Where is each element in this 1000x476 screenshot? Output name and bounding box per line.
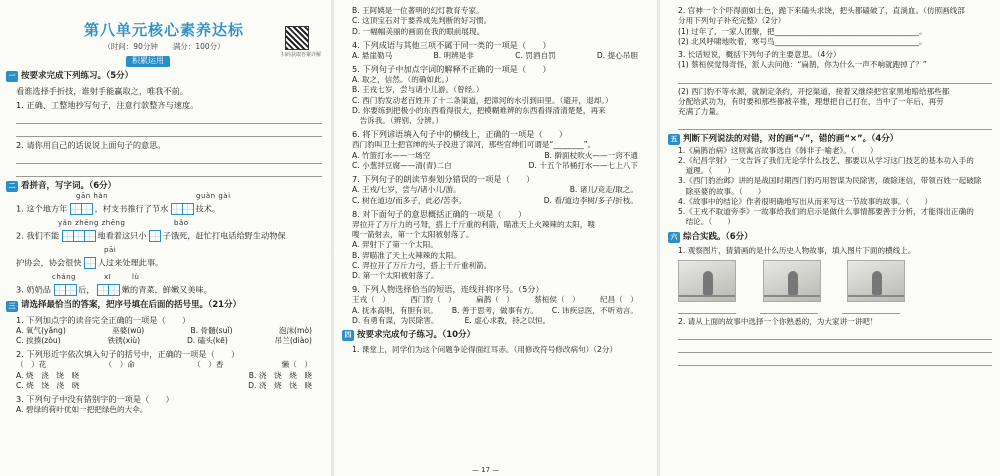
fill-text: 护协会，协会很快 xyxy=(16,257,82,268)
question-text: 嗖一箭射去，第一个太阳被射落了。 xyxy=(352,230,474,240)
section-title: 看拼音，写字词。（6分） xyxy=(21,180,117,191)
option[interactable]: D. 磕头(kē) xyxy=(186,336,228,346)
story-illustration-2 xyxy=(763,260,821,302)
blank[interactable]: 懒（ ） xyxy=(281,360,312,370)
fill-text: 2. 我们不能 xyxy=(16,230,60,241)
question: 7. 下列句子的朗读节奏划分错误的一项是（ ） xyxy=(352,174,535,185)
options-row xyxy=(342,151,648,161)
answer-line[interactable] xyxy=(678,330,992,340)
answer-line[interactable] xyxy=(842,308,900,314)
char-grid[interactable] xyxy=(62,230,95,242)
names-row xyxy=(342,295,648,305)
question: 分用下列句子补充完整）（2分） xyxy=(678,16,786,26)
section-title: 综合实践。（6分） xyxy=(683,231,753,242)
question: 2. 官神一个个吓得面如土色，跪下来磕头求饶，把头都磕破了，直淌血。（仿照画线部 xyxy=(678,6,965,15)
left-column xyxy=(0,0,328,476)
page-fold xyxy=(657,0,660,476)
pinyin: pāi xyxy=(104,246,117,255)
options-row xyxy=(342,185,648,195)
page-fold xyxy=(331,0,334,476)
answer-line[interactable] xyxy=(678,356,992,366)
blank[interactable]: （ ）花 xyxy=(16,360,47,370)
fill-text: 地看着这只小 xyxy=(97,230,147,241)
option[interactable]: A. 抚本高明，有胆有识。 xyxy=(352,305,438,315)
option[interactable]: B. 明辨是非 xyxy=(433,50,474,60)
option[interactable]: A. 竹篮打水——一场空 xyxy=(352,150,431,160)
option[interactable]: B. 擀面杖吹火——一窍不通 xyxy=(544,150,638,160)
section-title: 按要求完成下列练习。（5分） xyxy=(21,71,134,82)
judge-item[interactable]: 2.《纪昌学射》一文告诉了我们无论学什么技艺，都要以从学习这门技艺的基本功入手的 xyxy=(678,155,974,165)
pinyin: lù xyxy=(132,273,140,282)
judge-item[interactable]: 1.《扁鹊治病》这则寓言故事选自《韩非子·喻老》。（ ） xyxy=(678,145,878,155)
question-text: 西门豹叫卫士把官绅的头子投进了漳河，那些官绅们可谓是“________”。 xyxy=(352,140,596,150)
answer-line[interactable] xyxy=(16,167,322,177)
person-name[interactable]: 扁鹊（ ） xyxy=(476,295,514,305)
option[interactable]: A. 烧 浇 饶 晓 xyxy=(16,370,80,380)
section-6-heading xyxy=(668,232,992,243)
judge-item[interactable]: 道理。（ ） xyxy=(678,166,735,176)
section-number: 四 xyxy=(342,330,354,341)
pinyin: cháng xyxy=(52,273,76,282)
blank[interactable]: （ ）命 xyxy=(104,360,135,370)
page-number: — 17 — xyxy=(472,466,500,474)
pinyin: xī xyxy=(104,273,112,282)
option[interactable]: 巫婆(wū) xyxy=(112,325,145,335)
option[interactable]: B. 羿瞄准了天上火辣辣的太阳。 xyxy=(352,250,461,260)
char-grid[interactable] xyxy=(149,230,160,242)
person-name[interactable]: 蔡桓侯（ ） xyxy=(534,295,580,305)
pinyin-row xyxy=(6,273,322,284)
question: 8. 对下面句子的意思概括正确的一项是（ ） xyxy=(352,208,527,219)
option[interactable]: D. 提心吊胆 xyxy=(596,50,638,60)
options-row xyxy=(6,381,322,391)
question: 5. 下列句子中加点字词的解释不正确的一项是（ ） xyxy=(352,64,551,75)
option[interactable]: C. 烧 饶 浇 晓 xyxy=(16,380,80,390)
fill-line xyxy=(6,284,322,296)
answer-line[interactable] xyxy=(16,154,322,164)
options-row xyxy=(6,326,322,336)
question: 2. 请你用自己的话说说上面句子的意思。 xyxy=(16,139,166,150)
option[interactable]: C. 挨揍(zòu) xyxy=(16,336,61,346)
blank-row xyxy=(6,360,322,370)
answer-line[interactable] xyxy=(760,308,818,314)
option[interactable]: 告诉我。（辨别、分辨。） xyxy=(352,116,444,126)
option[interactable]: C. 羿拉开了万斤力弓，搭上千斤重利箭。 xyxy=(352,260,492,270)
options-row xyxy=(6,371,322,381)
person-name[interactable]: 王戎（ ） xyxy=(352,295,390,305)
option[interactable]: D. 看/道边李树/多子/折枝。 xyxy=(543,195,638,205)
fill-line xyxy=(6,203,322,215)
fill-text: 后， xyxy=(78,284,95,295)
exam-meta: （时间：90分钟 满分：100分） xyxy=(103,42,225,52)
question: 6. 将下列谚语填入句子中的横线上，正确的一项是（ ） xyxy=(352,129,568,140)
question: 2. 请从上面的故事中选择一个你熟悉的，为大家讲一讲吧！ xyxy=(678,316,878,326)
pinyin: gān hàn xyxy=(76,192,109,201)
char-grid[interactable] xyxy=(84,257,95,269)
section-title: 按要求完成句子练习。（10分） xyxy=(357,330,476,341)
pinyin-row xyxy=(6,192,322,203)
options-row xyxy=(6,336,322,346)
option[interactable]: 吊兰(diào) xyxy=(274,336,312,346)
fill-text: 3. 奶奶品 xyxy=(16,284,51,295)
page-title: 第八单元核心素养达标 xyxy=(83,21,244,39)
answer-line[interactable] xyxy=(678,308,736,314)
question: 3. 长话短说，概括下列句子的主要意思。（4分） xyxy=(678,50,841,59)
question: 1. 课堂上，同学们为这个问题争论得面红耳赤。（用修改符号修改病句）（2分） xyxy=(352,344,618,354)
pinyin: bǎo xyxy=(174,219,189,228)
option[interactable]: D. 你要练到把极小的东西看得很大，把模糊难辨的东西看得清清楚楚，再来 xyxy=(352,105,606,115)
right-column xyxy=(662,0,998,476)
qr-label: 扫码获取答案详解 xyxy=(281,52,322,58)
answer-line[interactable] xyxy=(678,343,992,353)
question: 9. 下列人物选择恰当的短语，连线并将序号。（5分） xyxy=(352,284,544,295)
story-illustration-1 xyxy=(678,260,736,302)
blank[interactable]: （ ）香 xyxy=(193,360,224,370)
option[interactable]: B. 王阿姨是一位著明的幻灯教育专家。 xyxy=(352,6,484,15)
section-number: 一 xyxy=(6,71,18,82)
option[interactable]: B. 骨髓(suǐ) xyxy=(190,325,233,335)
option[interactable]: B. 诸儿/竞走/取之。 xyxy=(569,185,638,195)
section-tag: 积累运用 xyxy=(126,56,170,67)
section-4-heading xyxy=(342,330,648,341)
section-title: 判断下列说法的对错，对的画“√”，错的画“×”。（4分） xyxy=(683,134,899,145)
option[interactable]: D. 第一个太阳被射落了。 xyxy=(352,271,439,281)
options-row xyxy=(342,196,648,206)
option[interactable]: D. 十五个吊桶打水——七上八下 xyxy=(528,160,638,170)
options-row xyxy=(342,51,648,61)
section-number: 五 xyxy=(668,134,680,145)
option[interactable]: A. 氧气(yǎng) xyxy=(16,325,66,335)
option[interactable]: D. 浇 烧 饶 晓 xyxy=(248,380,312,390)
option[interactable]: A. 王戎/七岁，尝与/诸小儿/游。 xyxy=(352,185,461,195)
question: 2. 下列形近字依次填入句子的括号中，正确的一项是（ ） xyxy=(16,349,240,360)
options-row xyxy=(342,306,648,316)
pinyin-row xyxy=(6,219,322,230)
option[interactable]: A. 羿射下了第一个太阳。 xyxy=(352,240,438,250)
question-text: 分配给武功为，有时要和那些都被辛推，理想把自己打在，当中了一年后，再劳 xyxy=(678,96,944,106)
option[interactable]: B. 善于思考，做事有方。 xyxy=(451,305,538,315)
option[interactable]: A. 碧绿的荷叶优如一把把绿色的大伞。 xyxy=(16,405,148,415)
fill-line xyxy=(6,230,322,242)
section-number: 六 xyxy=(668,232,680,243)
judge-item[interactable]: 3.《西门豹治邺》讲的是战国时期西门豹巧用智谋为民除害，破除迷信，带领百姓一起破除 xyxy=(678,176,982,186)
char-grid[interactable] xyxy=(54,284,76,296)
section-3-heading xyxy=(6,300,322,311)
answer-line[interactable] xyxy=(16,127,322,137)
qr-code-icon[interactable] xyxy=(285,26,309,50)
section-1-heading xyxy=(6,71,322,82)
fill-sentence[interactable]: (1) 过年了，一家人团聚，把______________________________________。 xyxy=(678,26,927,36)
section-number: 三 xyxy=(6,301,18,312)
section-number: 二 xyxy=(6,181,18,192)
options-row xyxy=(342,316,648,326)
option[interactable]: C. 树在道边/而多子，此必/苦李。 xyxy=(352,195,466,205)
option[interactable]: B. 王戎七岁，尝与诸小儿游。（曾经。） xyxy=(352,85,484,95)
story-illustration-3 xyxy=(847,260,905,302)
answer-line[interactable] xyxy=(678,74,992,84)
option[interactable]: C. 小葱拌豆腐——清(青)二白 xyxy=(352,160,452,170)
option[interactable]: E. 虚心求教，持之以恒。 xyxy=(464,315,551,325)
pinyin: yǎn zhēng zhēng xyxy=(58,219,126,228)
fill-sentence[interactable]: (2) 北风呼啸地吹着，寒号鸟______________________________________。 xyxy=(678,36,927,46)
section-2-heading xyxy=(6,181,322,192)
fill-line xyxy=(6,257,322,269)
option[interactable]: A. 取之，信然。（的确如此。） xyxy=(352,75,454,85)
fill-text: 1. 这个地方年 xyxy=(16,203,68,214)
fill-text: 子饿死，赶忙打电话给野生动物保 xyxy=(162,230,286,241)
question: 1. 下列加点字的读音完全正确的一项是（ ） xyxy=(16,314,191,325)
pinyin-row xyxy=(6,246,322,257)
judge-item[interactable]: 5.《王戎不取道旁李》一故事给我们的启示是做什么事情都要善于分析，才能得出正确的 xyxy=(678,207,974,217)
answer-line[interactable] xyxy=(16,114,322,124)
question-text: 充满了力量。 xyxy=(678,107,724,116)
option[interactable]: 泡沫(mò) xyxy=(278,325,312,335)
question-text: 羿拉开了万斤力的弓弩，搭上千斤重的利箭，瞄准天上火辣辣的太阳，嗖 xyxy=(352,219,595,229)
option[interactable]: 铁锈(xiù) xyxy=(107,336,141,346)
option[interactable]: C. 讳疾忌医，不听劝言。 xyxy=(551,305,638,315)
illustrations xyxy=(668,260,992,305)
question: 1. 正确、工整地抄写句子，注意行款整齐与速度。 xyxy=(16,99,199,110)
question-text: (2) 西门豹不等水源，就制定条约，开挖渠道，接着又继续把官家黑地赔给那些都 xyxy=(678,86,950,96)
section-title: 请选择最恰当的答案，把序号填在后面的括号里。（21分） xyxy=(21,300,242,311)
pinyin: guàn gài xyxy=(196,192,231,201)
question: 4. 下列成语与其他三项不属于同一类的一项是（ ） xyxy=(352,39,551,50)
quote-text: 看谁选择手折技，谁射手能赢取之，唯我不前。 xyxy=(16,85,188,96)
options-row xyxy=(342,161,648,171)
option[interactable]: D. 一幅幅美丽的画面在我的眼前展现。 xyxy=(352,26,485,36)
person-name[interactable]: 纪昌（ ） xyxy=(600,295,638,305)
answer-line[interactable] xyxy=(678,120,992,130)
judge-item[interactable]: 除巫婆的故事。（ ） xyxy=(678,186,766,196)
fill-text: 技术。 xyxy=(195,203,221,214)
option[interactable]: C. 罚酒自罚 xyxy=(515,50,556,60)
option[interactable]: C. 西门豹发动老百姓开了十二条渠道，把漳河的水引到田里。（避开，退却。） xyxy=(352,95,613,105)
fill-text: 嫩的青菜，鲜嫩又美味。 xyxy=(121,284,212,295)
judge-item[interactable]: 4.《故事中的结论》作者很明确地写出从而来写这一节故事的故事。（ ） xyxy=(678,196,933,206)
option[interactable]: C. 这顶宝石对于要养成先判断的好习惯。 xyxy=(352,16,492,26)
char-grid[interactable] xyxy=(171,203,193,215)
char-grid[interactable] xyxy=(97,284,119,296)
fill-text: ，村支书推行了节水 xyxy=(94,203,169,214)
option[interactable]: A. 悬崖勒马 xyxy=(352,50,393,60)
question: 1. 观察图片，猜猜画的是什么历史人物故事，填入图片下面的横线上。 xyxy=(678,246,916,256)
option[interactable]: B. 浇 饶 烧 晓 xyxy=(248,370,312,380)
option[interactable]: D. 有勇有谋，为民除害。 xyxy=(352,315,439,325)
judge-item[interactable]: 结论。（ ） xyxy=(678,217,735,227)
middle-column xyxy=(336,0,654,476)
fill-text: 人过来处理此事。 xyxy=(97,257,164,268)
section-5-heading xyxy=(668,134,992,145)
person-name[interactable]: 西门豹（ ） xyxy=(410,295,456,305)
question-text: (1) 蔡桓侯觉得奇怪，派人去问他：“扁鹊，你为什么一声不响就跑掉了？” xyxy=(678,60,927,70)
char-grid[interactable] xyxy=(70,203,92,215)
caption-lines xyxy=(668,308,992,314)
question: 3. 下列句子中没有错别字的一项是（ ） xyxy=(16,394,174,405)
